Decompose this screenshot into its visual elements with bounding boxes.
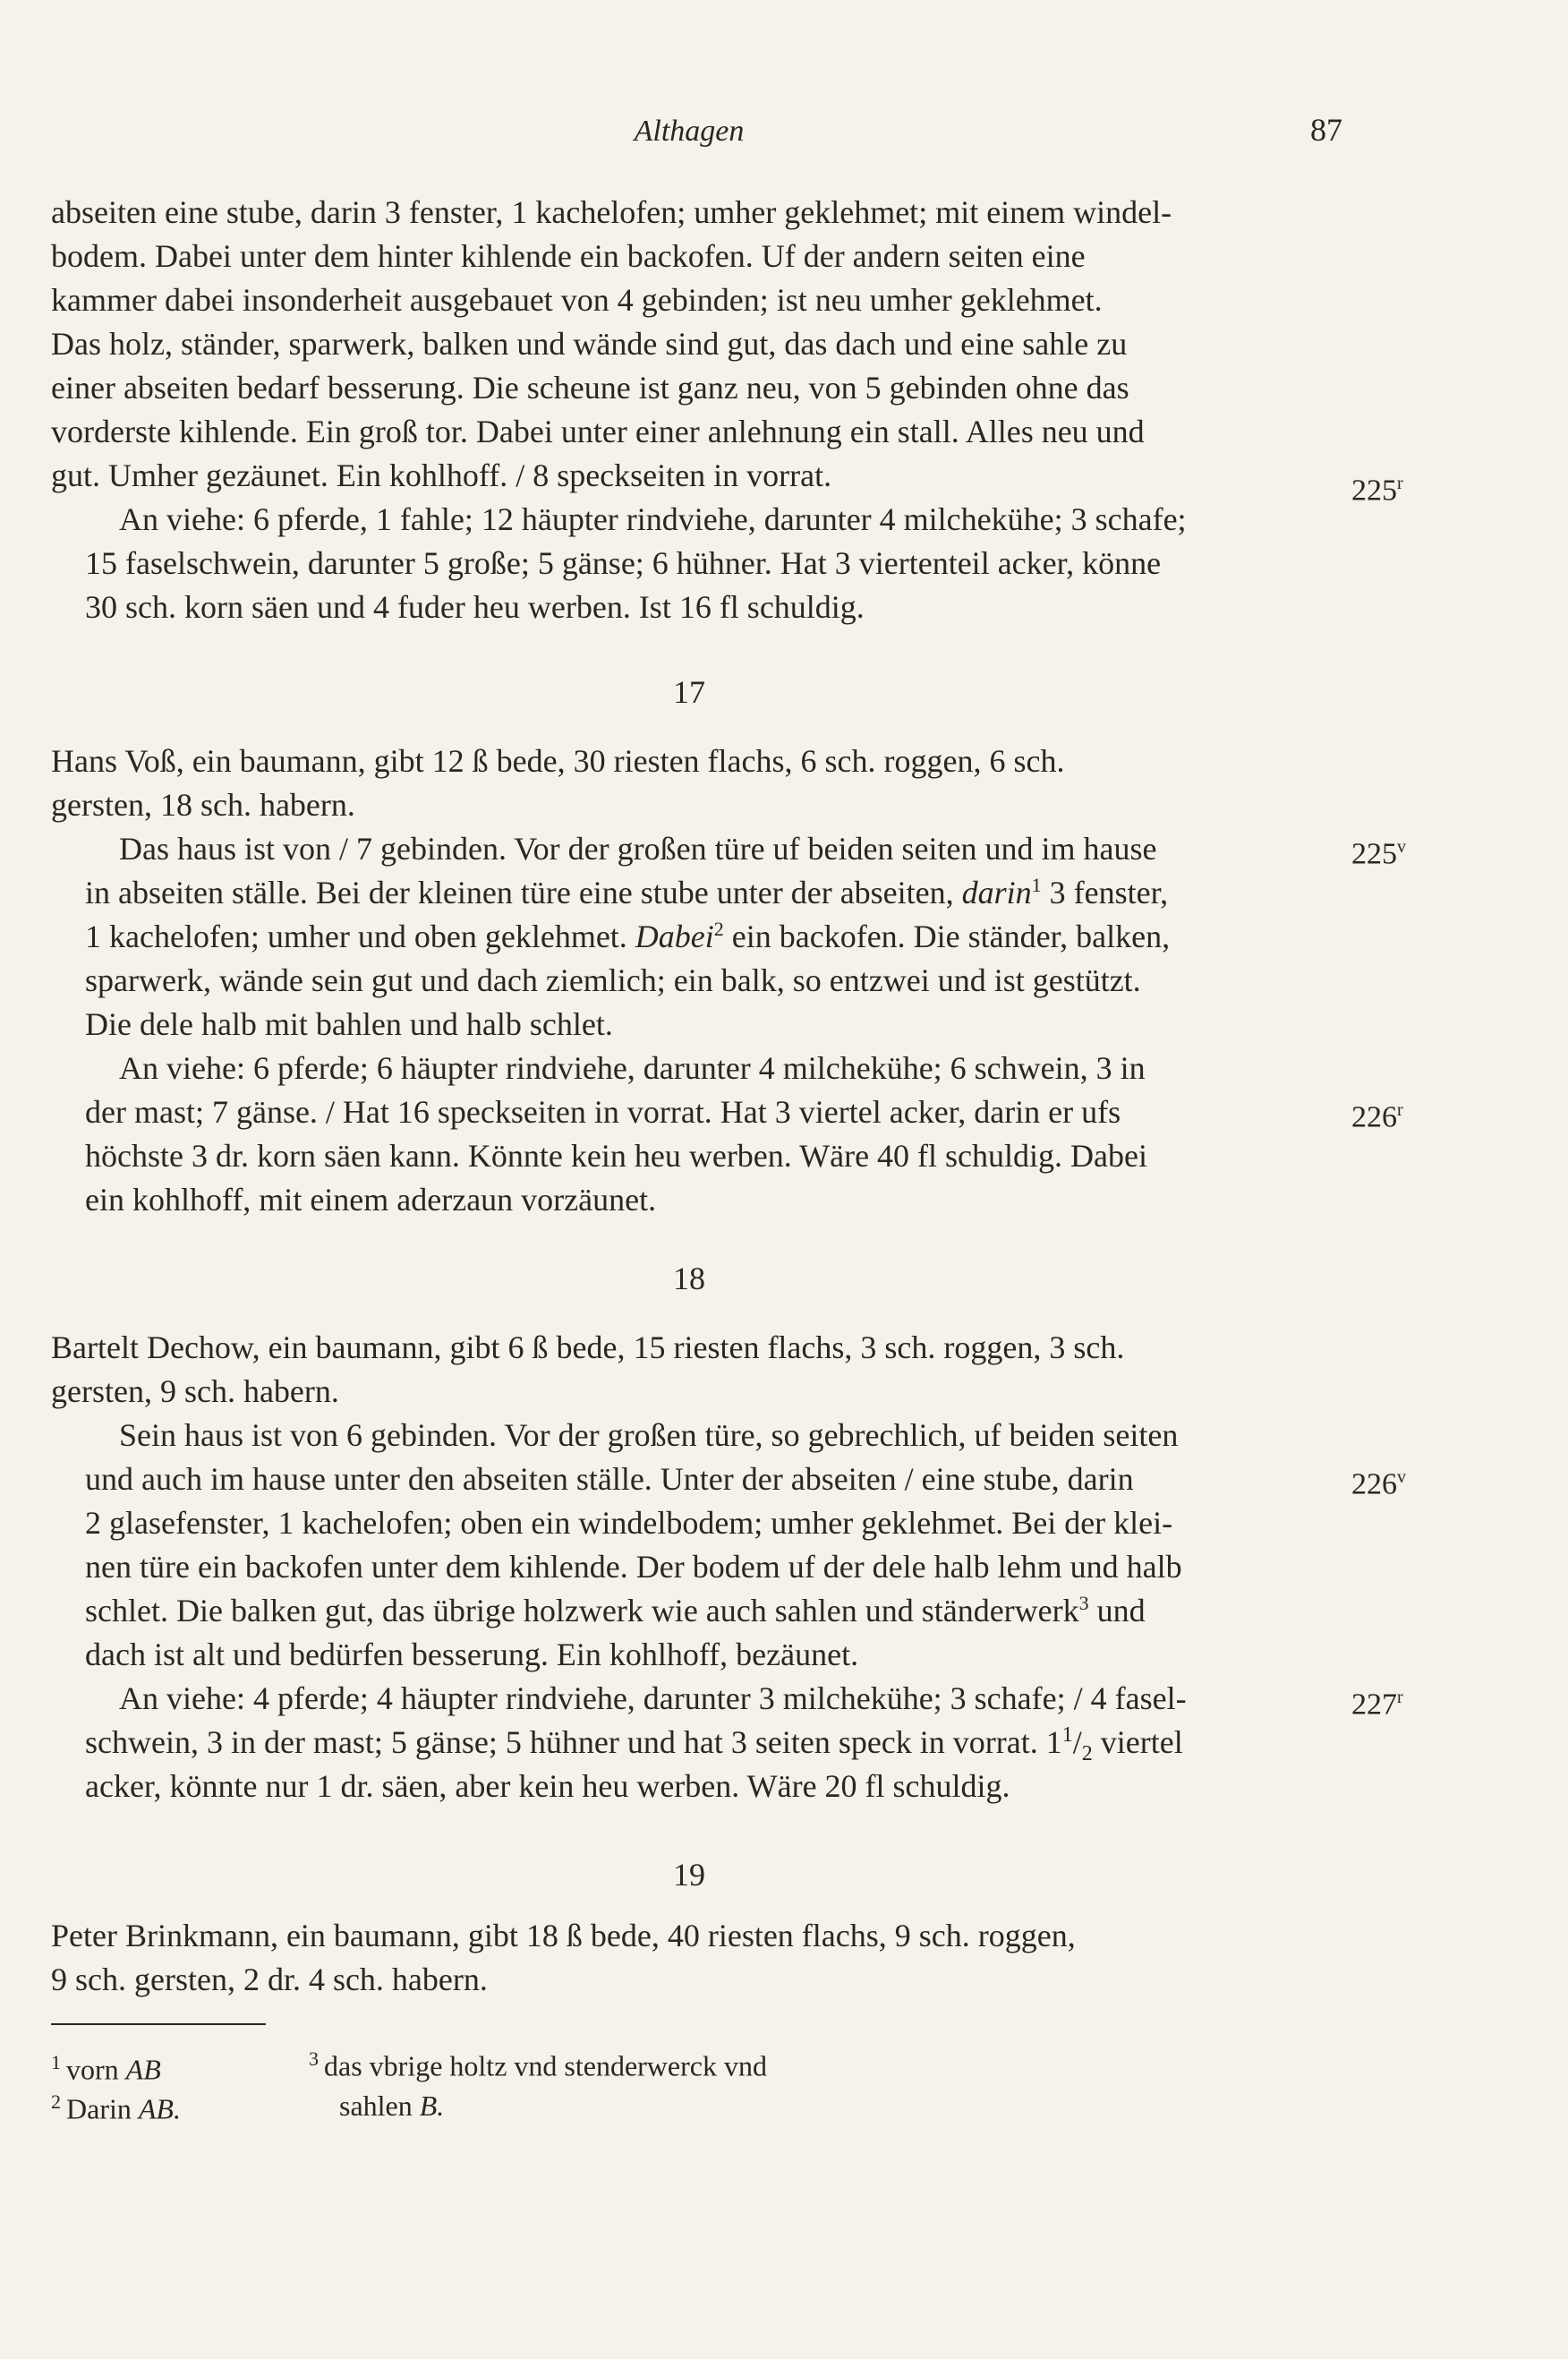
- text-line: kammer dabei insonderheit ausgebauet von 4 gebinden; ist neu umher geklehmet.: [51, 282, 1103, 318]
- italic-word: Dabei: [635, 919, 714, 954]
- text-line: ein kohlhoff, mit einem aderzaun vorzäunet.: [85, 1182, 657, 1218]
- text-line: sparwerk, wände sein gut und dach ziemlich; ein balk, so entzwei und ist gestützt.: [85, 962, 1141, 998]
- footnote-ref: 3: [1078, 1592, 1089, 1614]
- text-line: gersten, 18 sch. habern.: [51, 787, 355, 823]
- text-line: und auch im hause unter den abseiten ställe. Unter der abseiten / eine stube, darin: [85, 1461, 1134, 1497]
- text-line: schlet. Die balken gut, das übrige holzwerk wie auch sahlen und ständerwerk$^3$ und: [85, 1592, 1146, 1628]
- section-17-text: [51, 739, 1340, 1222]
- text-line: 2 glasefenster, 1 kachelofen; oben ein windelbodem; umher geklehmet. Bei der klei-: [85, 1505, 1173, 1541]
- text-line: abseiten eine stube, darin 3 fenster, 1 kachelofen; umher geklehmet; mit einem windel-: [51, 194, 1172, 230]
- paragraph: [51, 1677, 1340, 1808]
- text-line: gut. Umher gezäunet. Ein kohlhoff. / 8 speckseiten in vorrat.: [51, 457, 832, 493]
- margin-folio-note: 225$^r$: [1351, 474, 1403, 508]
- text-line: in abseiten ställe. Bei der kleinen türe eine stube unter der abseiten, darin$^1$ 3 fenster,: [85, 874, 1169, 910]
- text-line: 1 kachelofen; umher und oben geklehmet. Dabei$^2$ ein backofen. Die ständer, balken,: [85, 918, 1171, 954]
- text-line: gersten, 9 sch. habern.: [51, 1373, 339, 1409]
- paragraph: [51, 1914, 1340, 2002]
- paragraph: [51, 827, 1340, 1047]
- page-number: 87: [1310, 112, 1342, 148]
- margin-folio-note: 226$^v$: [1351, 1467, 1406, 1501]
- text-line: 15 faselschwein, darunter 5 große; 5 gänse; 6 hühner. Hat 3 viertenteil acker, könne: [85, 545, 1162, 581]
- italic-word: darin: [961, 875, 1032, 910]
- text-line: der mast; 7 gänse. / Hat 16 speckseiten in vorrat. Hat 3 viertel acker, darin er ufs: [85, 1094, 1121, 1130]
- text-line: Das holz, ständer, sparwerk, balken und wände sind gut, das dach und eine sahle zu: [51, 326, 1128, 362]
- margin-folio-note: 225$^v$: [1351, 837, 1406, 871]
- text-line: Peter Brinkmann, ein baumann, gibt 18 ß bede, 40 riesten flachs, 9 sch. roggen,: [51, 1918, 1076, 1953]
- section-number-17: 17: [673, 674, 705, 710]
- section-18-text: [51, 1326, 1340, 1808]
- footnote-2: $^2$ Darin AB.: [51, 2090, 181, 2125]
- paragraph: [51, 1414, 1340, 1677]
- footnote-3: $^3$ das vbrige holtz vnd stenderwerck vnd sahlen B.: [309, 2047, 767, 2122]
- text-line: An viehe: 6 pferde; 6 häupter rindviehe, darunter 4 milchekühe; 6 schwein, 3 in: [119, 1050, 1146, 1086]
- margin-folio-note: 226$^r$: [1351, 1100, 1403, 1134]
- paragraph: [51, 1326, 1340, 1414]
- fraction-denominator: 2: [1081, 1742, 1093, 1766]
- text-line: einer abseiten bedarf besserung. Die scheune ist ganz neu, von 5 gebinden ohne das: [51, 370, 1129, 406]
- text-line: acker, könnte nur 1 dr. säen, aber kein heu werben. Wäre 20 fl schuldig.: [85, 1768, 1010, 1804]
- footnote-ref: 1: [1031, 874, 1042, 896]
- text-line: vorderste kihlende. Ein groß tor. Dabei unter einer anlehnung ein stall. Alles neu und: [51, 414, 1145, 449]
- paragraph: [51, 498, 1340, 629]
- text-line: dach ist alt und bedürfen besserung. Ein kohlhoff, bezäunet.: [85, 1637, 859, 1672]
- footnote-rule: [51, 2023, 266, 2025]
- text-line: Bartelt Dechow, ein baumann, gibt 6 ß bede, 15 riesten flachs, 3 sch. roggen, 3 sch.: [51, 1329, 1125, 1365]
- text-line: An viehe: 4 pferde; 4 häupter rindviehe, darunter 3 milchekühe; 3 schafe; / 4 fasel-: [119, 1680, 1187, 1716]
- text-line: schwein, 3 in der mast; 5 gänse; 5 hühner und hat 3 seiten speck in vorrat. $1^1/_2$ viertel: [85, 1723, 1183, 1766]
- running-head-title: Althagen: [634, 115, 745, 148]
- paragraph: [51, 191, 1340, 498]
- text-line: bodem. Dabei unter dem hinter kihlende ein backofen. Uf der andern seiten eine: [51, 238, 1086, 274]
- margin-folio-note: 227$^r$: [1351, 1688, 1403, 1722]
- paragraph: [51, 1047, 1340, 1222]
- text-line: 9 sch. gersten, 2 dr. 4 sch. habern.: [51, 1962, 488, 1997]
- fraction-slash: /: [1072, 1724, 1082, 1760]
- text-line: Sein haus ist von 6 gebinden. Vor der großen türe, so gebrechlich, uf beiden seiten: [119, 1417, 1179, 1453]
- section-number-18: 18: [673, 1261, 705, 1296]
- section-16-continuation: [51, 191, 1340, 629]
- fraction-numerator: 1: [1061, 1723, 1073, 1747]
- footnote-ref: 2: [713, 918, 724, 940]
- text-line: Hans Voß, ein baumann, gibt 12 ß bede, 30 riesten flachs, 6 sch. roggen, 6 sch.: [51, 743, 1065, 779]
- text-line: An viehe: 6 pferde, 1 fahle; 12 häupter rindviehe, darunter 4 milchekühe; 3 schafe;: [119, 501, 1187, 537]
- paragraph: [51, 739, 1340, 827]
- footnote-1: $^1$ vorn AB: [51, 2051, 161, 2086]
- text-line: höchste 3 dr. korn säen kann. Könnte kein heu werben. Wäre 40 fl schuldig. Dabei: [85, 1138, 1147, 1174]
- text-line: Die dele halb mit bahlen und halb schlet.: [85, 1006, 613, 1042]
- text-line: nen türe ein backofen unter dem kihlende. Der bodem uf der dele halb lehm und halb: [85, 1549, 1182, 1585]
- section-number-19: 19: [673, 1857, 705, 1893]
- text-line: Das haus ist von / 7 gebinden. Vor der großen türe uf beiden seiten und im hause: [119, 831, 1157, 867]
- text-line: 30 sch. korn säen und 4 fuder heu werben. Ist 16 fl schuldig.: [85, 589, 865, 625]
- section-19-text: [51, 1914, 1340, 2002]
